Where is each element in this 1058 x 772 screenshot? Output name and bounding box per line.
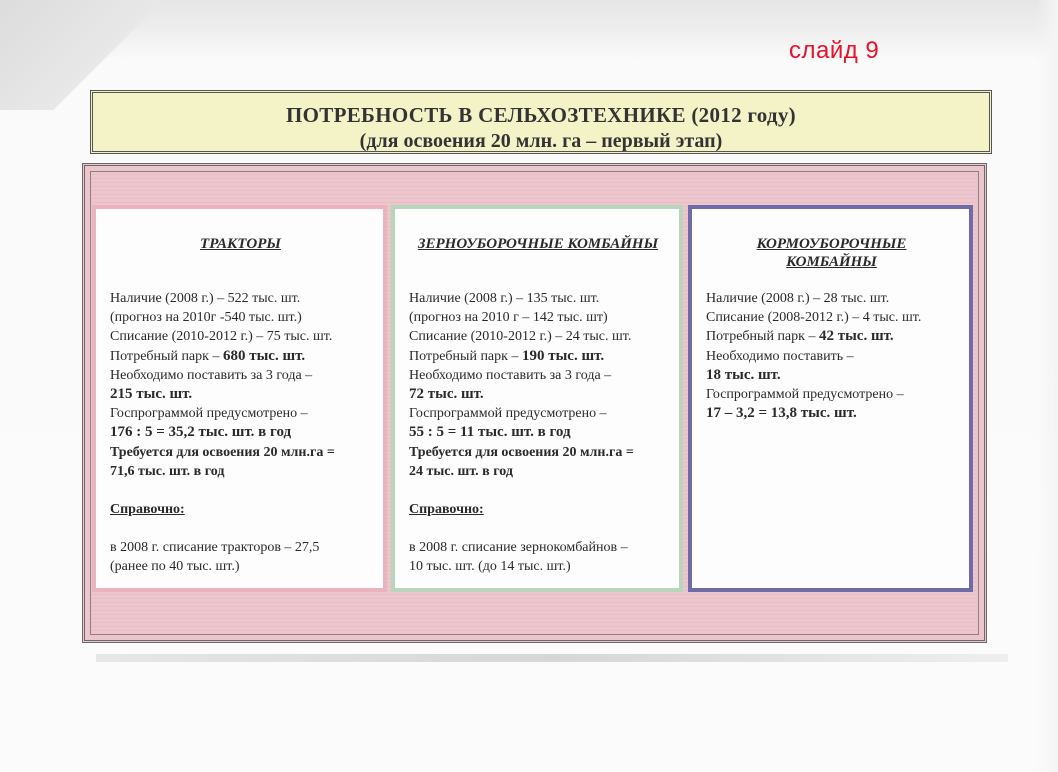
grain-program-value: 55 : 5 = 11 тыс. шт. в год (409, 424, 571, 441)
tractors-required-fleet (110, 347, 371, 366)
forage-program-label: Госпрограммой предусмотрено – (706, 387, 904, 403)
grain-writeoff: Списание (2010-2012 г.) – 24 тыс. шт. (409, 329, 632, 345)
page-title: ПОТРЕБНОСТЬ В СЕЛЬХОЗТЕХНИКЕ (2012 году) (286, 103, 796, 127)
tractors-forecast: (прогноз на 2010г -540 тыс. шт.) (110, 310, 302, 326)
grain-program-label: Госпрограммой предусмотрено – (409, 406, 607, 422)
grain-availability: Наличие (2008 г.) – 135 тыс. шт. (409, 291, 600, 306)
forage-heading-line1: КОРМОУБОРОЧНЫЕ (756, 236, 907, 252)
forage-need-value: 18 тыс. шт. (706, 366, 781, 383)
forage-writeoff: Списание (2008-2012 г.) – 4 тыс. шт. (706, 310, 922, 326)
tractors-writeoff: Списание (2010-2012 г.) – 75 тыс. шт. (110, 329, 333, 345)
grain-need-value: 72 тыс. шт. (409, 386, 484, 403)
required-fleet-label: Потребный парк – (706, 329, 819, 345)
spacer (409, 481, 667, 500)
tractors-need-label: Необходимо поставить за 3 года – (110, 367, 313, 383)
tractors-panel (92, 205, 387, 592)
grain-harvesters-panel (391, 205, 683, 592)
grain-required-fleet (409, 347, 667, 366)
tractors-program-value: 176 : 5 = 35,2 тыс. шт. в год (110, 424, 292, 441)
tractors-requirement-value: 71,6 тыс. шт. в год (110, 463, 225, 479)
page-subtitle: (для освоения 20 млн. га – первый этап) (359, 130, 723, 152)
forage-availability: Наличие (2008 г.) – 28 тыс. шт. (706, 291, 890, 306)
forage-harvesters-heading (706, 235, 957, 271)
faint-footer-line (96, 654, 1008, 662)
forage-required-fleet (706, 327, 957, 346)
tractors-program-label: Госпрограммой предусмотрено – (110, 406, 308, 422)
forage-heading-line2: КОМБАЙНЫ (786, 254, 877, 270)
tractors-heading: ТРАКТОРЫ (200, 236, 281, 252)
forage-program-value: 17 – 3,2 = 13,8 тыс. шт. (706, 405, 857, 422)
page-edge-shadow (1036, 0, 1058, 772)
spacer (110, 481, 371, 500)
grain-requirement-value: 24 тыс. шт. в год (409, 463, 513, 479)
grain-requirement-label: Требуется для освоения 20 млн.га = (409, 444, 634, 460)
spacer (409, 519, 667, 538)
title-box (90, 90, 992, 154)
grain-reference-line2: 10 тыс. шт. (до 14 тыс. шт.) (409, 559, 571, 575)
tractors-reference-heading: Справочно: (110, 502, 185, 518)
tractors-availability: Наличие (2008 г.) – 522 тыс. шт. (110, 291, 301, 306)
spacer (110, 519, 371, 538)
required-fleet-label: Потребный парк – (110, 348, 223, 364)
forage-need-label: Необходимо поставить – (706, 348, 854, 364)
grain-forecast: (прогноз на 2010 г – 142 тыс. шт) (409, 310, 608, 326)
slide-label: слайд 9 (789, 37, 880, 64)
tractors-need-value: 215 тыс. шт. (110, 386, 193, 403)
grain-reference-heading: Справочно: (409, 502, 484, 518)
grain-harvesters-heading: ЗЕРНОУБОРОЧНЫЕ КОМБАЙНЫ (417, 236, 659, 252)
required-fleet-value: 680 тыс. шт. (222, 347, 306, 364)
required-fleet-value: 190 тыс. шт. (521, 347, 605, 364)
grain-need-label: Необходимо поставить за 3 года – (409, 367, 612, 383)
required-fleet-label: Потребный парк – (409, 348, 522, 364)
tractors-reference-line2: (ранее по 40 тыс. шт.) (110, 559, 240, 575)
tractors-reference-line1: в 2008 г. списание тракторов – 27,5 (110, 540, 320, 556)
required-fleet-value: 42 тыс. шт. (818, 328, 894, 345)
forage-harvesters-panel (688, 205, 973, 592)
grain-reference-line1: в 2008 г. списание зернокомбайнов – (409, 540, 628, 556)
tractors-requirement-label: Требуется для освоения 20 млн.га = (110, 444, 335, 460)
